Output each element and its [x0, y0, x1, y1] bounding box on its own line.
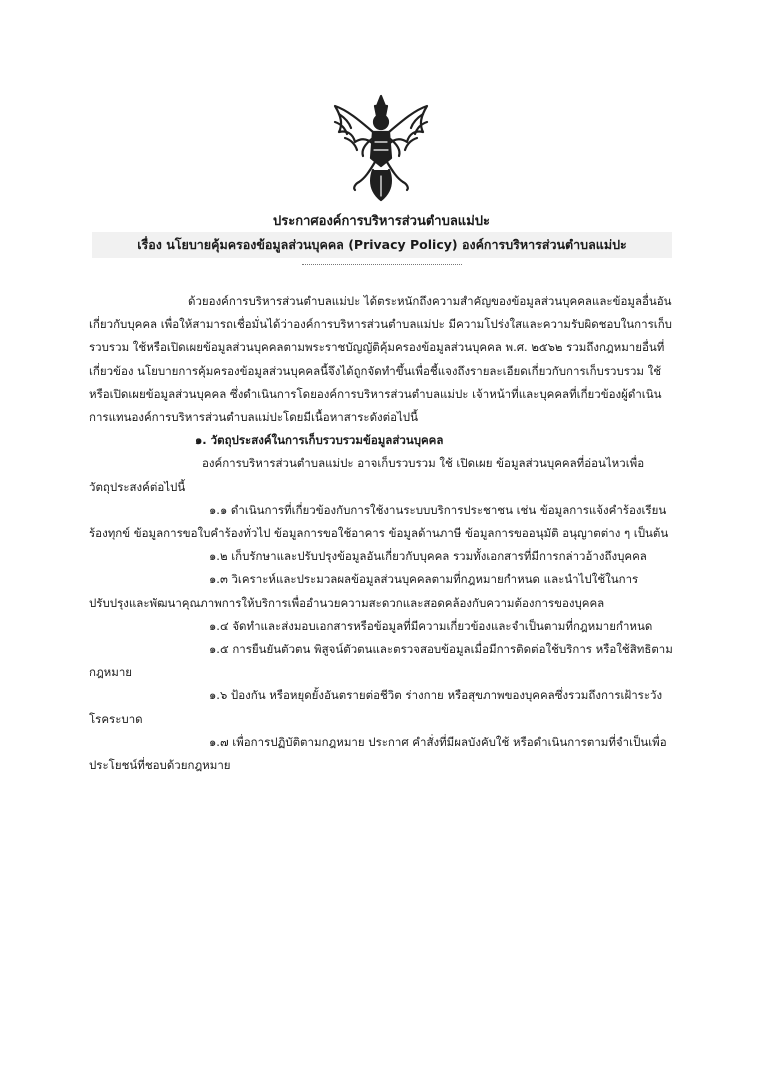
divider	[302, 264, 462, 265]
section-heading: ๑. วัตถุประสงค์ในการเก็บรวบรวมข้อมูลส่วนบุคคล	[195, 433, 444, 448]
list-item: ๑.๒ เก็บรักษาและปรับปรุงข้อมูลอันเกี่ยวกับบุคคล รวมทั้งเอกสารที่มีการกล่าวอ้างถึงบุคคล	[209, 549, 647, 564]
garuda-emblem-icon	[329, 92, 433, 204]
document-body	[89, 290, 677, 777]
intro-paragraph: ด้วยองค์การบริหารส่วนตำบลแม่ปะ ได้ตระหนักถึงความสำคัญของข้อมูลส่วนบุคคลและข้อมูลอื่นอันเกี่ยวกับบุคคล เพื่อให้สามารถเชื่อมั่นได้ว่าองค์การบริหารส่วนตำบลแม่ปะ มีความโปร่งใสและความรับผิดชอบในการเก็บรวบรวม ใช้หรือเปิดเผยข้อมูลส่วนบุคคลตามพระราชบัญญัติคุ้มครองข้อมูลส่วนบุคคล พ.ศ. ๒๕๖๒ รวมถึงกฎหมายอื่นที่เกี่ยวข้อง นโยบายการคุ้มครองข้อมูลส่วนบุคคลนี้จึงได้ถูกจัดทำขึ้นเพื่อชี้แจงถึงรายละเอียดเกี่ยวกับการเก็บรวบรวม ใช้ หรือเปิดเผยข้อมูลส่วนบุคคล ซึ่งดำเนินการโดยองค์การบริหารส่วนตำบลแม่ปะ เจ้าหน้าที่และบุคคลที่เกี่ยวข้องผู้ดำเนินการแทนองค์การบริหารส่วนตำบลแม่ปะโดยมีเนื้อหาสาระดังต่อไปนี้	[89, 294, 672, 425]
announcement-subject: เรื่อง นโยบายคุ้มครองข้อมูลส่วนบุคคล (Privacy Policy) องค์การบริหารส่วนตำบลแม่ปะ	[92, 232, 672, 258]
list-item: ๑.๖ ป้องกัน หรือหยุดยั้งอันตรายต่อชีวิต ร่างกาย หรือสุขภาพของบุคคลซึ่งรวมถึงการเฝ้าระวังโรคระบาด	[89, 688, 663, 726]
list-item: ๑.๓ วิเคราะห์และประมวลผลข้อมูลส่วนบุคคลตามที่กฎหมายกำหนด และนำไปใช้ในการปรับปรุงและพัฒนาคุณภาพการให้บริการเพื่ออำนวยความสะดวกและสอดคล้องกับความต้องการของบุคคล	[89, 572, 639, 610]
list-item: ๑.๔ จัดทำและส่งมอบเอกสารหรือข้อมูลที่มีความเกี่ยวข้องและจำเป็นตามที่กฎหมายกำหนด	[209, 618, 653, 633]
announcement-title: ประกาศองค์การบริหารส่วนตำบลแม่ปะ	[273, 214, 490, 229]
list-item: ๑.๑ ดำเนินการที่เกี่ยวข้องกับการใช้งานระบบบริการประชาชน เช่น ข้อมูลการแจ้งคำร้องเรียนร้องทุกข์ ข้อมูลการขอใบคำร้องทั่วไป ข้อมูลการขอใช้อาคาร ข้อมูลด้านภาษี ข้อมูลการขออนุมัติ อนุญาตต่าง ๆ เป็นต้น	[89, 502, 669, 541]
section-lead: องค์การบริหารส่วนตำบลแม่ปะ อาจเก็บรวบรวม ใช้ เปิดเผย ข้อมูลส่วนบุคคลที่อ่อนไหวเพื่อวัตถุประสงค์ต่อไปนี้	[89, 456, 645, 494]
list-item: ๑.๗ เพื่อการปฏิบัติตามกฎหมาย ประกาศ คำสั่งที่มีผลบังคับใช้ หรือดำเนินการตามที่จำเป็นเพื่อประโยชน์ที่ชอบด้วยกฎหมาย	[89, 734, 667, 773]
list-item: ๑.๕ การยืนยันตัวตน พิสูจน์ตัวตนและตรวจสอบข้อมูลเมื่อมีการติดต่อใช้บริการ หรือใช้สิทธิตามกฎหมาย	[89, 642, 673, 680]
